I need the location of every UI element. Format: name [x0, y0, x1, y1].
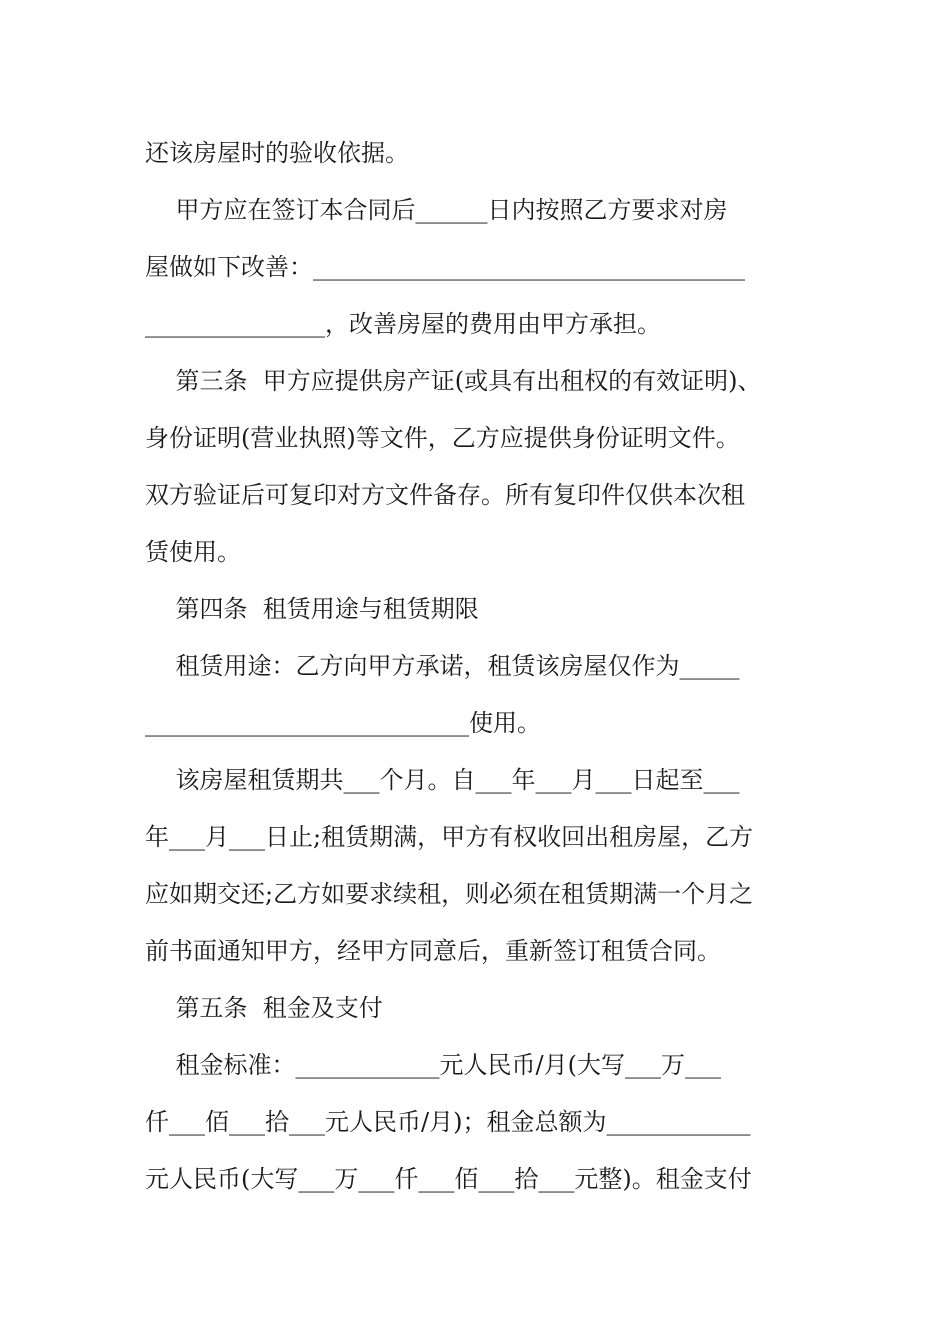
text-line-19: 元人民币(大写___万___仟___佰___拾___元整)。租金支付 — [145, 1165, 752, 1193]
text-line-16: 第五条 租金及支付 — [145, 994, 383, 1022]
text-line-3: 屋做如下改善：____________________________________ — [145, 253, 745, 281]
text-line-13: 年___月___日止;租赁期满，甲方有权收回出租房屋，乙方 — [145, 823, 754, 851]
text-line-7: 双方验证后可复印对方文件备存。所有复印件仅供本次租 — [145, 481, 745, 509]
text-line-15: 前书面通知甲方，经甲方同意后，重新签订租赁合同。 — [145, 937, 721, 965]
text-line-9: 第四条 租赁用途与租赁期限 — [145, 595, 479, 623]
text-line-12: 该房屋租赁期共___个月。自___年___月___日起至___ — [145, 766, 740, 794]
text-line-5: 第三条 甲方应提供房产证(或具有出租权的有效证明)、 — [145, 367, 762, 395]
text-line-10: 租赁用途：乙方向甲方承诺，租赁该房屋仅作为_____ — [145, 652, 740, 680]
text-line-17: 租金标准：____________元人民币/月(大写___万___ — [145, 1051, 721, 1079]
text-line-14: 应如期交还;乙方如要求续租，则必须在租赁期满一个月之 — [145, 880, 754, 908]
text-line-4: _______________，改善房屋的费用由甲方承担。 — [145, 310, 661, 338]
text-line-1: 还该房屋时的验收依据。 — [145, 139, 409, 167]
text-line-2: 甲方应在签订本合同后______日内按照乙方要求对房 — [145, 196, 728, 224]
text-line-8: 赁使用。 — [145, 538, 241, 566]
text-line-6: 身份证明(营业执照)等文件，乙方应提供身份证明文件。 — [145, 424, 740, 452]
text-line-11: ___________________________使用。 — [145, 709, 541, 737]
text-line-18: 仟___佰___拾___元人民币/月)；租金总额为____________ — [145, 1108, 751, 1136]
